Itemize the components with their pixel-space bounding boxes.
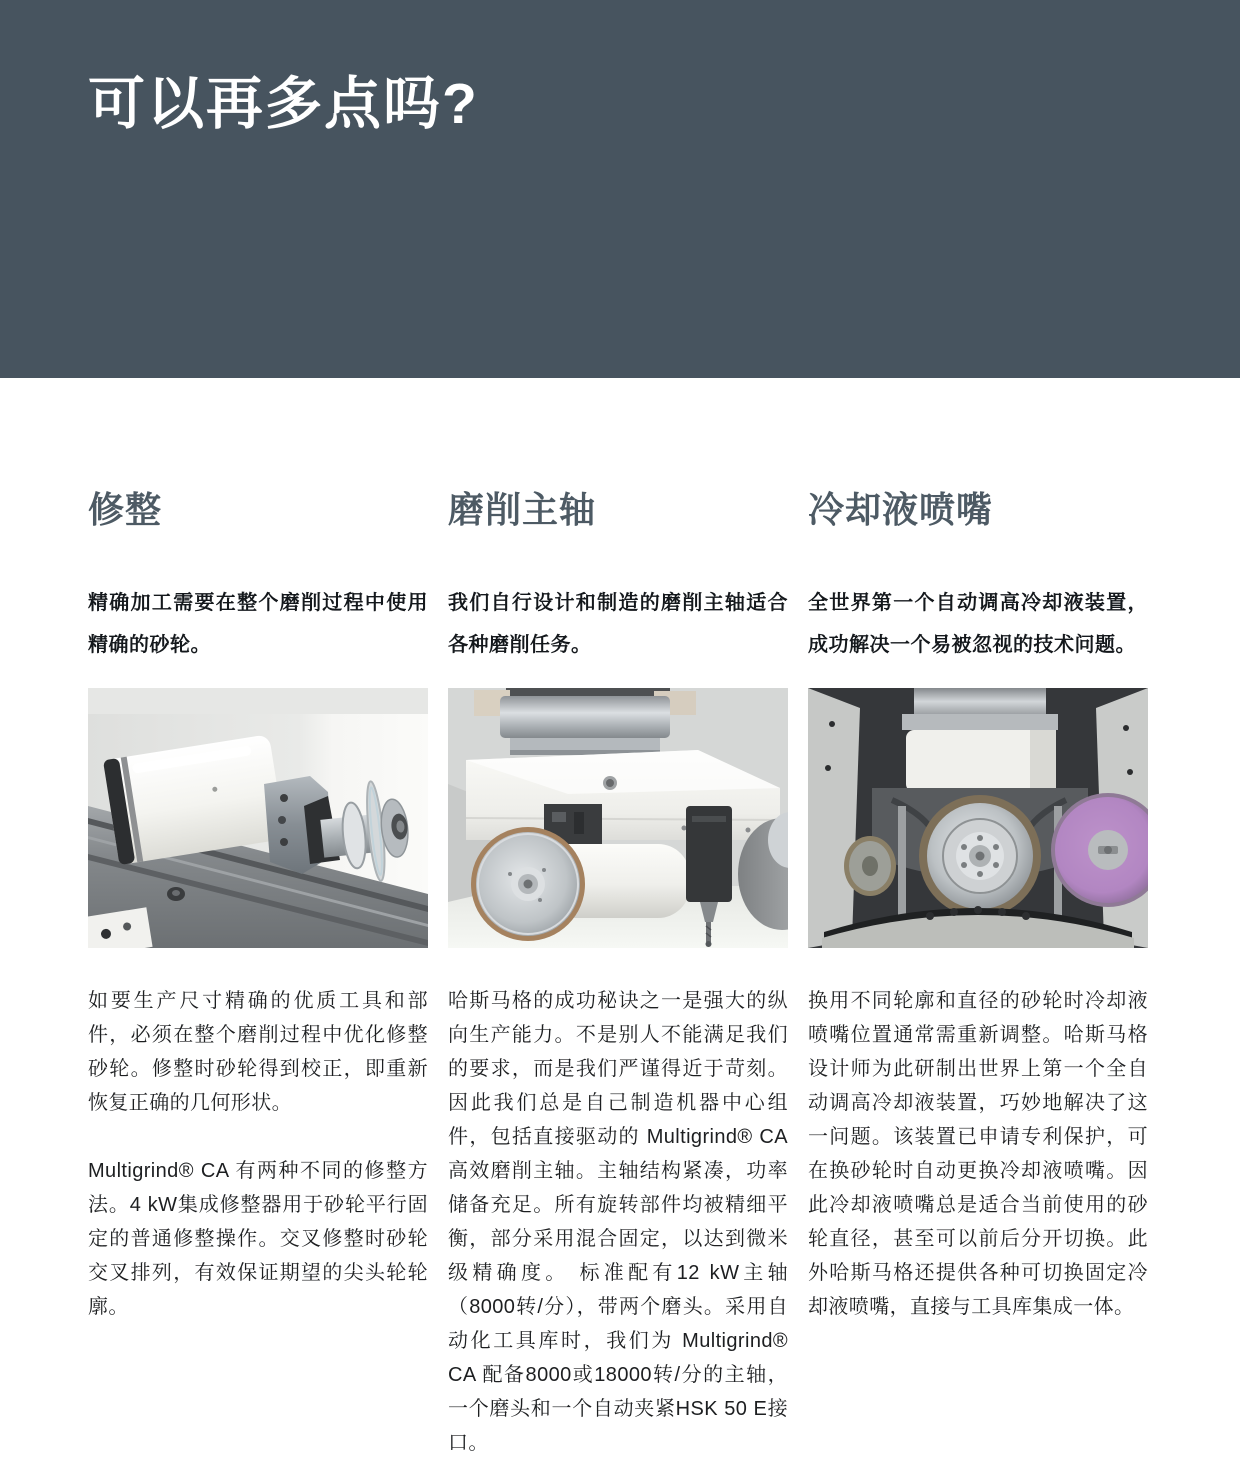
column-coolant bbox=[808, 490, 1148, 1460]
column-heading: 冷却液喷嘴 bbox=[808, 489, 994, 530]
body-paragraph: 哈斯马格的成功秘诀之一是强大的纵向生产能力。不是别人不能满足我们的要求，而是我们严谨得近于苛刻。因此我们总是自己制造机器中心组件，包括直接驱动的 Multigrind® CA 高效磨削主轴。主轴结构紧凑，功率储备充足。所有旋转部件均被精细平衡，部分采用混合固定，以达到微米级精确度。 标准配有12 kW主轴（8000转/分），带两个磨头。采用自动化工具库时，我们为 Multigrind® CA 配备8000或18000转/分的主轴，一个磨头和一个自动夹紧HSK 50 E接口。 bbox=[448, 990, 788, 1454]
grinding-spindle-illustration bbox=[448, 688, 788, 948]
column-subtitle: 我们自行设计和制造的磨削主轴适合各种磨削任务。 bbox=[448, 592, 788, 656]
coolant-nozzle-photo bbox=[808, 688, 1148, 948]
hero-banner bbox=[0, 0, 1240, 378]
page-title: 可以再多点吗? bbox=[88, 72, 479, 136]
body-paragraph: 如要生产尺寸精确的优质工具和部件，必须在整个磨削过程中优化修整砂轮。修整时砂轮得到校正，即重新恢复正确的几何形状。 bbox=[88, 990, 428, 1114]
column-dressing bbox=[88, 490, 428, 1460]
dressing-unit-illustration bbox=[88, 688, 428, 948]
column-subtitle: 全世界第一个自动调高冷却液装置，成功解决一个易被忽视的技术问题。 bbox=[808, 592, 1148, 656]
body-paragraph: 换用不同轮廓和直径的砂轮时冷却液喷嘴位置通常需重新调整。哈斯马格设计师为此研制出世界上第一个全自动调高冷却液装置，巧妙地解决了这一问题。该装置已申请专利保护，可在换砂轮时自动更换冷却液喷嘴。因此冷却液喷嘴总是适合当前使用的砂轮直径，甚至可以前后分开切换。此外哈斯马格还提供各种可切换固定冷却液喷嘴，直接与工具库集成一体。 bbox=[808, 990, 1148, 1318]
column-spindle bbox=[448, 490, 788, 1460]
column-body bbox=[448, 984, 788, 1460]
body-paragraph: Multigrind® CA 有两种不同的修整方法。4 kW集成修整器用于砂轮平行固定的普通修整操作。交叉修整时砂轮交叉排列，有效保证期望的尖头轮轮廓。 bbox=[88, 1160, 428, 1318]
dressing-unit-photo bbox=[88, 688, 428, 948]
column-heading: 磨削主轴 bbox=[448, 489, 597, 530]
columns-section bbox=[0, 490, 1240, 1460]
coolant-nozzle-illustration bbox=[808, 688, 1148, 948]
column-body bbox=[88, 984, 428, 1324]
column-heading: 修整 bbox=[88, 489, 163, 530]
column-body bbox=[808, 984, 1148, 1324]
grinding-spindle-photo bbox=[448, 688, 788, 948]
column-subtitle: 精确加工需要在整个磨削过程中使用精确的砂轮。 bbox=[88, 592, 428, 656]
